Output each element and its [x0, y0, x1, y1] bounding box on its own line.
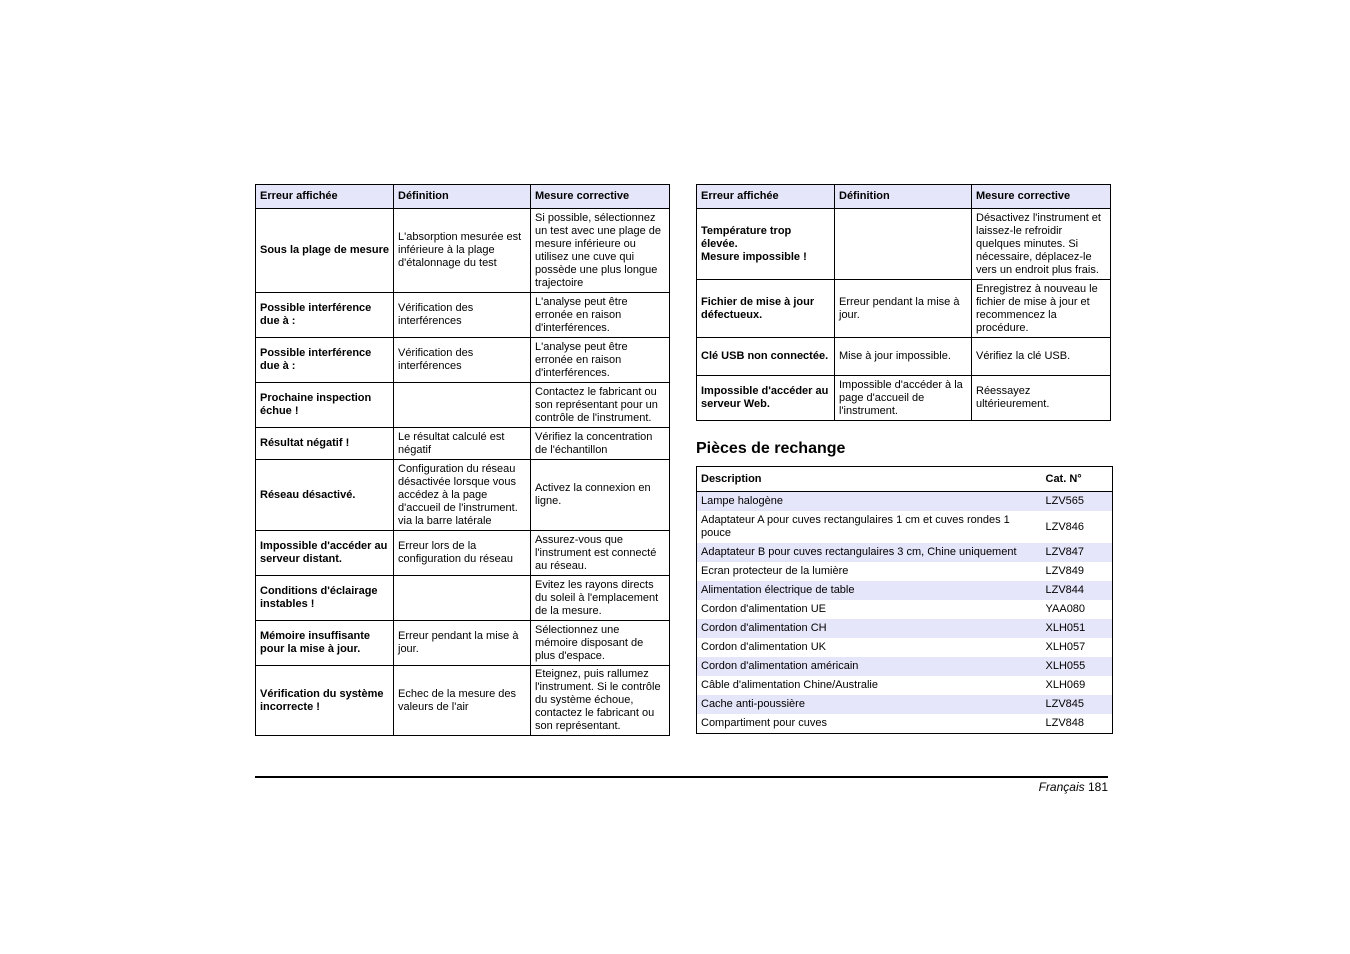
definition-cell: Vérification des interférences [394, 293, 531, 338]
definition-cell: Vérification des interférences [394, 338, 531, 383]
definition-cell [394, 383, 531, 428]
corrective-cell: Si possible, sélectionnez un test avec une plage de mesure inférieure ou utilisez une cuve qui possède une plus longue trajectoire [531, 209, 670, 293]
table-row [697, 562, 1113, 581]
definition-cell [394, 576, 531, 621]
corrective-cell: L'analyse peut être erronée en raison d'interférences. [531, 293, 670, 338]
table-row [697, 657, 1113, 676]
footer-divider [255, 776, 1108, 778]
corrective-cell: L'analyse peut être erronée en raison d'interférences. [531, 338, 670, 383]
table-row [697, 280, 1111, 338]
part-description: Compartiment pour cuves [701, 717, 827, 729]
error-cell: Mémoire insuffisante pour la mise à jour. [256, 621, 394, 666]
error-cell: Possible interférence due à : [256, 293, 394, 338]
table-row [697, 338, 1111, 376]
corrective-cell: Assurez-vous que l'instrument est connecté au réseau. [531, 531, 670, 576]
error-cell: Vérification du système incorrecte ! [256, 666, 394, 736]
definition-cell: Impossible d'accéder à la page d'accueil de l'instrument. [835, 376, 972, 421]
header-corrective: Mesure corrective [531, 185, 670, 209]
corrective-cell: Eteignez, puis rallumez l'instrument. Si le contrôle du système échoue, contactez le fabricant ou son représentant. [531, 666, 670, 736]
parts-table [696, 466, 1113, 734]
error-cell: Sous la plage de mesure [256, 209, 394, 293]
corrective-cell: Désactivez l'instrument et laissez-le refroidir quelques minutes. Si nécessaire, déplacez-le vers un endroit plus frais. [972, 209, 1111, 280]
table-row [256, 460, 670, 531]
error-cell: Possible interférence due à : [256, 338, 394, 383]
table-row [256, 531, 670, 576]
header-definition: Définition [394, 185, 531, 209]
part-description: Cache anti-poussière [701, 698, 805, 710]
table-row [256, 621, 670, 666]
part-number: YAA080 [1045, 603, 1086, 615]
table-row [256, 576, 670, 621]
definition-cell: Erreur lors de la configuration du réseau [394, 531, 531, 576]
part-number: LZV849 [1045, 565, 1085, 577]
corrective-cell: Contactez le fabricant ou son représentant pour un contrôle de l'instrument. [531, 383, 670, 428]
part-number: LZV565 [1045, 495, 1085, 507]
error-cell: Impossible d'accéder au serveur Web. [697, 376, 835, 421]
table-row [256, 666, 670, 736]
part-number: LZV848 [1045, 717, 1085, 729]
error-cell: Température trop élevée. Mesure impossible ! [697, 209, 835, 280]
definition-cell: Erreur pendant la mise à jour. [835, 280, 972, 338]
table-header-row [697, 467, 1113, 492]
table-row [697, 209, 1111, 280]
table-row [697, 511, 1113, 543]
table-header-row [697, 185, 1111, 209]
corrective-cell: Sélectionnez une mémoire disposant de plus d'espace. [531, 621, 670, 666]
table-row [256, 383, 670, 428]
corrective-cell: Vérifiez la concentration de l'échantillon [531, 428, 670, 460]
table-row [256, 428, 670, 460]
header-cat-no: Cat. N° [1042, 467, 1113, 492]
header-corrective: Mesure corrective [972, 185, 1111, 209]
error-cell: Conditions d'éclairage instables ! [256, 576, 394, 621]
part-description: Cordon d'alimentation UK [701, 641, 827, 653]
table-row [697, 619, 1113, 638]
table-row [697, 676, 1113, 695]
page-number: 181 [1087, 780, 1108, 794]
table-row [697, 695, 1113, 714]
part-number: LZV847 [1045, 546, 1085, 558]
error-table-right [696, 184, 1111, 421]
part-description: Alimentation électrique de table [701, 584, 855, 596]
corrective-cell: Enregistrez à nouveau le fichier de mise à jour et recommencez la procédure. [972, 280, 1111, 338]
section-title: Pièces de rechange [696, 440, 846, 457]
table-row [697, 638, 1113, 657]
part-description: Cordon d'alimentation américain [701, 660, 859, 672]
corrective-cell: Activez la connexion en ligne. [531, 460, 670, 531]
part-number: XLH057 [1045, 641, 1086, 653]
table-row [697, 714, 1113, 734]
definition-cell: Echec de la mesure des valeurs de l'air [394, 666, 531, 736]
error-cell: Fichier de mise à jour défectueux. [697, 280, 835, 338]
part-description: Adaptateur A pour cuves rectangulaires 1 cm et cuves rondes 1 pouce [701, 514, 1010, 539]
table-row [697, 600, 1113, 619]
part-description: Cordon d'alimentation UE [701, 603, 827, 615]
error-cell: Réseau désactivé. [256, 460, 394, 531]
table-row [697, 543, 1113, 562]
corrective-cell: Vérifiez la clé USB. [972, 338, 1111, 376]
table-row [256, 209, 670, 293]
definition-cell: Configuration du réseau désactivée lorsque vous accédez à la page d'accueil de l'instrument. via la barre latérale [394, 460, 531, 531]
part-description: Lampe halogène [701, 495, 783, 507]
error-cell: Résultat négatif ! [256, 428, 394, 460]
corrective-cell: Réessayez ultérieurement. [972, 376, 1111, 421]
error-table-left [255, 184, 670, 736]
page-footer [1039, 780, 1108, 794]
header-description: Description [697, 467, 1042, 492]
header-definition: Définition [835, 185, 972, 209]
error-cell: Impossible d'accéder au serveur distant. [256, 531, 394, 576]
part-number: LZV845 [1045, 698, 1085, 710]
definition-cell: Erreur pendant la mise à jour. [394, 621, 531, 666]
header-error: Erreur affichée [256, 185, 394, 209]
header-error: Erreur affichée [697, 185, 835, 209]
table-row [697, 492, 1113, 512]
table-row [256, 293, 670, 338]
part-description: Cordon d'alimentation CH [701, 622, 827, 634]
error-cell: Clé USB non connectée. [697, 338, 835, 376]
definition-cell: Le résultat calculé est négatif [394, 428, 531, 460]
part-number: LZV846 [1045, 520, 1085, 533]
part-description: Ecran protecteur de la lumière [701, 565, 849, 577]
corrective-cell: Evitez les rayons directs du soleil à l'emplacement de la mesure. [531, 576, 670, 621]
part-number: XLH055 [1045, 660, 1086, 672]
definition-cell [835, 209, 972, 280]
part-description: Câble d'alimentation Chine/Australie [701, 679, 878, 691]
definition-cell: Mise à jour impossible. [835, 338, 972, 376]
part-number: XLH069 [1045, 679, 1086, 691]
error-cell: Prochaine inspection échue ! [256, 383, 394, 428]
table-row [256, 338, 670, 383]
part-number: XLH051 [1045, 622, 1086, 634]
part-description: Adaptateur B pour cuves rectangulaires 3 cm, Chine uniquement [701, 546, 1017, 558]
table-row [697, 581, 1113, 600]
table-header-row [256, 185, 670, 209]
table-row [697, 376, 1111, 421]
definition-cell: L'absorption mesurée est inférieure à la plage d'étalonnage du test [394, 209, 531, 293]
part-number: LZV844 [1045, 584, 1085, 596]
footer-language: Français [1038, 780, 1085, 794]
